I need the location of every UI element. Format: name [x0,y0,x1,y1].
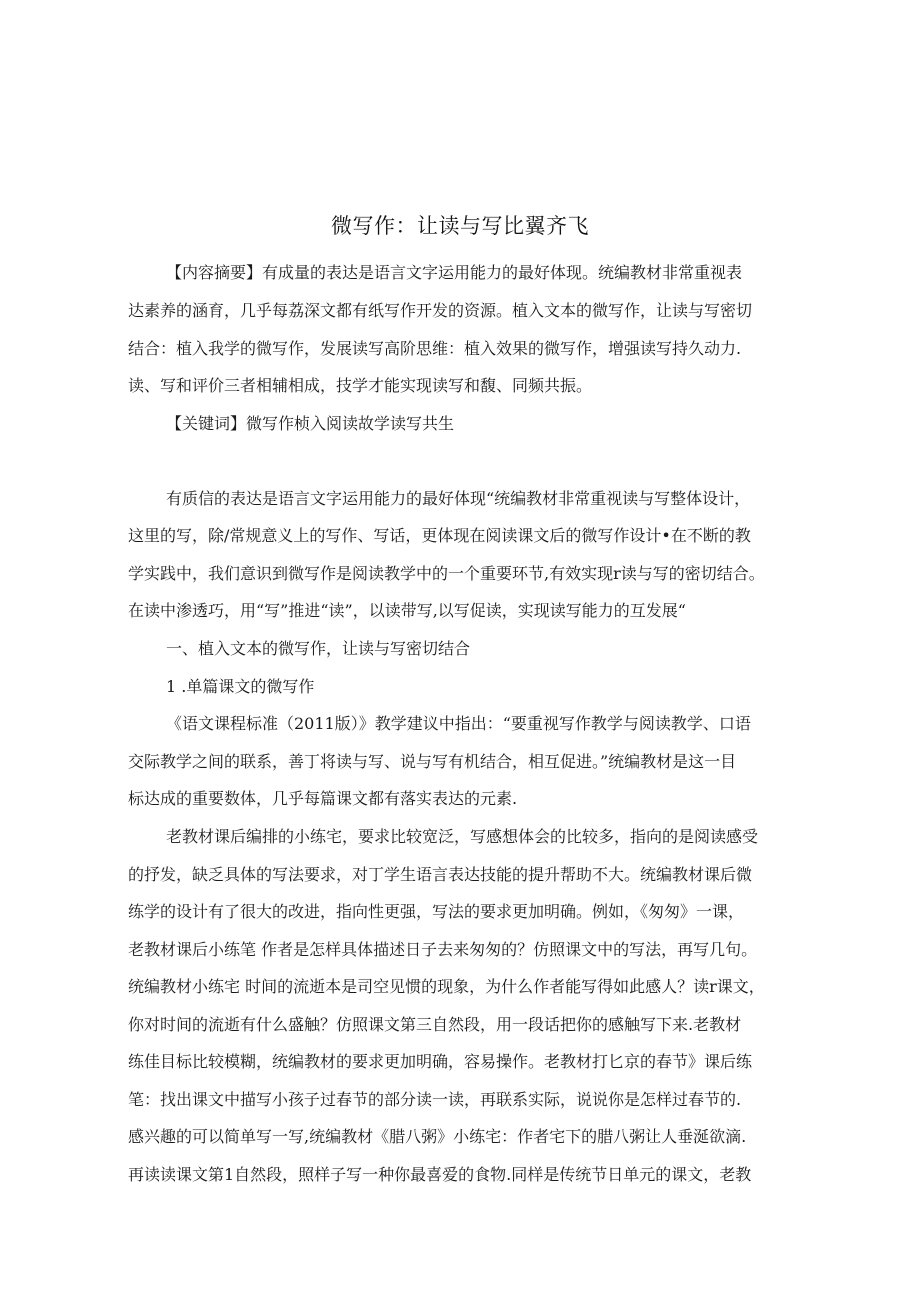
compare-line-8: 笔：找出课文中描写小孩子过春节的部分读一读，再联系实际，说说你是怎样过春节的. [128,1090,742,1109]
compare-line-7: 练佳目标比较模糊，统编教材的要求更加明确，容易操作。老教材打匕京的春节》课后练 [128,1052,753,1071]
compare-line-4: 老教材课后小练笔 作者是怎样具体描述日子去来匆匆的？仿照课文中的写法，再写几句。 [128,940,758,959]
abstract-line-3: 结合：植入我学的微写作，发展读写高阶思维：植入效果的微写作，增强读写持久动力. [128,339,742,358]
keywords-text: 微写作桢入阅读故学读写共生 [246,414,455,433]
standard-line-2: 交际教学之间的联系，善丁将读与写、说与写有机结合，相互促进。”统编教材是这一目 [128,752,737,771]
keywords-line [166,405,800,443]
subsection-heading-1: 1 .单篇课文的微写作 [166,677,315,696]
page-title: 微写作：让读与写比翼齐飞 [331,214,589,238]
abstract-line-1: 【内容摘要】有成量的表达是语言文字运用能力的最好体现。统编教材非常重视表 [166,263,743,282]
standard-line-1: 《语文课程标准（2011版）》教学建议中指出：“要重视写作教学与阅读教学、口语 [166,714,751,733]
abstract-line-4: 读、写和评价三者相辅相成，技学才能实现读写和馥、同频共振。 [128,376,593,395]
compare-line-6: 你对时间的流逝有什么盛触？仿照课文第三自然段，用一段话把你的感触写下来.老教材 [128,1015,742,1034]
section-heading-1: 一、植入文本的微写作，让读与写密切结合 [166,639,471,658]
compare-line-2: 的抒发，缺乏具体的写法要求，对丁学生语言表达技能的提升帮助不大。统编教材课后微 [128,865,753,884]
keywords-label: 【关键词】 [166,414,247,433]
compare-line-1: 老教材课后编排的小练宅，要求比较宽泛，写感想体会的比较多，指向的是阅读感受 [166,827,759,846]
compare-line-5: 统编教材小练宅 时间的流逝本是司空见惯的现象，为什么作者能写得如此感人？读r课文， [128,977,765,996]
intro-line-4: 在读中渗透巧，用“写”推进“读”，以读带写,以写促读，实现读写能力的互发展“ [128,601,686,620]
standard-line-3: 标达成的重要数体，几乎每篇课文都有落实表达的元素. [128,789,518,808]
intro-line-1: 有质信的表达是语言文字运用能力的最好体现“统编教材非常重视读与写整体设计， [166,489,751,508]
compare-line-10: 再读读课文第1自然段，照样子写一种你最喜爱的食物.同样是传统节日单元的课文，老教 [128,1165,752,1184]
compare-line-9: 感兴趣的可以简单写一写,统编教材《腊八粥》小练宅：作者宅下的腊八粥让人垂涎欲滴. [128,1127,747,1146]
abstract-line-2: 达素养的涵育，几乎每荔深文都有纸写作开发的资源。植入文本的微写作，让读与写密切 [128,301,753,320]
intro-line-2: 这里的写，除/常规意义上的写作、写话，更体现在阅读课文后的微写作设计•在不断的教 [128,526,751,545]
compare-line-3: 练学的设计有了很大的改进，指向性更强，写法的要求更加明确。例如，《匆匆》一课， [128,902,745,921]
intro-line-3: 学实践中，我们意识到微写作是阅读教学中的一个重要环节,有效实现r读与写的密切结合。 [128,564,765,583]
abstract-label: 【内容摘要】 [166,263,263,282]
